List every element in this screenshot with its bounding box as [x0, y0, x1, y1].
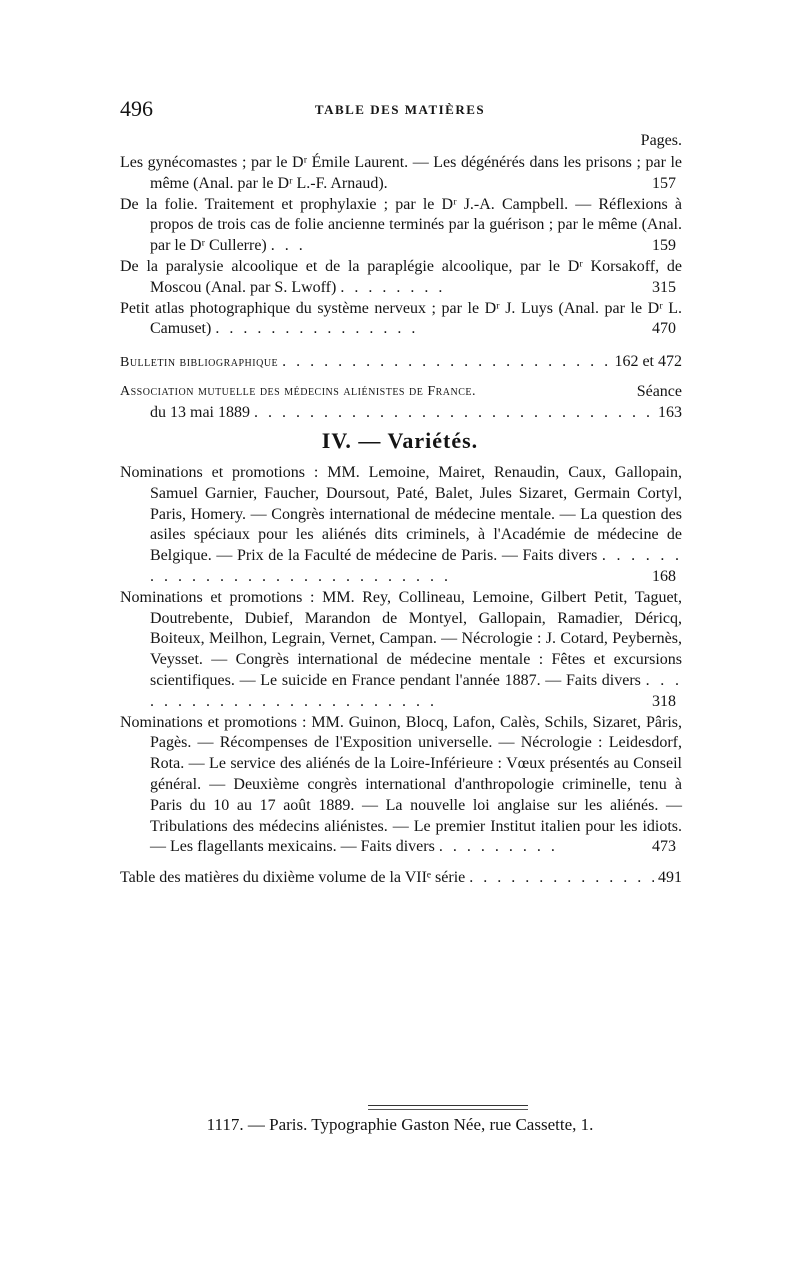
- toc-entry-text: Nominations et promotions : MM. Guinon, Blocq, Lafon, Calès, Schils, Sizaret, Pâris, Pagès. — Récompenses de l'Exposition universelle. — Nécrologie : Leidesdorf, Rota. — Le service des aliénés de la Loire-Inférieure : Vœux présentés au Conseil général. — Deuxième congrès international d'anthropologie criminelle, tenu à Paris du 10 au 17 août 1889. — La nouvelle loi anglaise sur les aliénés. — Tribulations des médecins aliénistes. — Le premier Institut italien pour les idiots. — Les flagellants mexicains. — Faits divers: [120, 713, 682, 856]
- toc-entry: Les gynécomastes ; par le Dʳ Émile Laurent. — Les dégénérés dans les prisons ; par le même (Anal. par le Dʳ L.-F. Arnaud). 157: [120, 154, 682, 192]
- toc-entry: Nominations et promotions : MM. Rey, Collineau, Lemoine, Gilbert Petit, Taguet, Doutrebente, Dubief, Marandon de Montyel, Gallopain, Ramadier, Déricq, Boiteux, Meilhon, Legrain, Vernet, Campan. — Nécrologie : J. Cotard, Peybernès, Veysset. — Congrès international de médecine mentale : Fêtes et excursions scientifiques. — Le suicide en France pendant l'année 1887. — Faits divers . . . . . . . . . . . . . . . . . . . . . . . . 318: [120, 588, 683, 710]
- toc-entry: De la paralysie alcoolique et de la paraplégie alcoolique, par le Dʳ Korsakoff, de Moscou (Anal. par S. Lwoff) . . . . . . . . 315: [120, 257, 682, 296]
- page-header: [120, 96, 680, 126]
- pages-column-label: Pages.: [640, 132, 682, 149]
- toc-entry-association: [120, 382, 682, 424]
- toc-entry-text: De la paralysie alcoolique et de la paraplégie alcoolique, par le Dʳ Korsakoff, de Moscou (Anal. par S. Lwoff): [120, 257, 682, 296]
- page-number: 496: [120, 96, 153, 121]
- toc-entry: De la folie. Traitement et prophylaxie ; par le Dʳ J.-A. Campbell. — Réflexions à propos de trois cas de folie ancienne terminés par la guérison ; par le même (Anal. par le Dʳ Cullerre) . . . 159: [120, 195, 682, 255]
- toc-entry-text-suffix: Séance: [636, 382, 682, 400]
- toc-entry-text-line2: du 13 mai 1889: [150, 403, 250, 421]
- printer-colophon: 1117. — Paris. Typographie Gaston Née, rue Cassette, 1.: [206, 1115, 594, 1134]
- toc-entry-page: 491: [658, 869, 682, 887]
- toc-entry-text: Les gynécomastes ; par le Dʳ Émile Laurent. — Les dégénérés dans les prisons ; par le même (Anal. par le Dʳ L.-F. Arnaud).: [120, 154, 682, 192]
- toc-block-varietes: [120, 463, 682, 889]
- toc-entry: Nominations et promotions : MM. Guinon, Blocq, Lafon, Calès, Schils, Sizaret, Pâris, Pagès. — Récompenses de l'Exposition universelle. — Nécrologie : Leidesdorf, Rota. — Le service des aliénés de la Loire-Inférieure : Vœux présentés au Conseil général. — Deuxième congrès international d'anthropologie criminelle, tenu à Paris du 10 au 17 août 1889. — La nouvelle loi anglaise sur les aliénés. — Tribulations des médecins aliénistes. — Le premier Institut italien pour les idiots. — Les flagellants mexicains. — Faits divers . . . . . . . . . 473: [120, 713, 682, 856]
- toc-entry-text: Nominations et promotions : MM. Rey, Collineau, Lemoine, Gilbert Petit, Taguet, Doutrebente, Dubief, Marandon de Montyel, Gallopain, Ramadier, Déricq, Boiteux, Meilhon, Legrain, Vernet, Campan. — Nécrologie : J. Cotard, Peybernès, Veysset. — Congrès international de médecine mentale : Fêtes et excursions scientifiques. — Le suicide en France pendant l'année 1887. — Faits divers: [120, 588, 682, 689]
- toc-entry-bulletin: [120, 352, 682, 374]
- toc-entry-page: 163: [658, 403, 682, 421]
- divider-rule-thin: [368, 1109, 528, 1110]
- running-title: TABLE DES MATIÈRES: [314, 102, 486, 117]
- toc-entry-text: Nominations et promotions : MM. Lemoine, Mairet, Renaudin, Caux, Gallopain, Samuel Garnier, Faucher, Doursout, Paté, Balet, Jules Sizaret, Germain Cortyl, Paris, Homery. — Congrès international de médecine mentale. — La question des asiles spéciaux pour les aliénés dits criminels, à l'Académie de médecine de Belgique. — Prix de la Faculté de médecine de Paris. — Faits divers: [120, 464, 682, 565]
- toc-entry: Petit atlas photographique du système nerveux ; par le Dʳ J. Luys (Anal. par le Dʳ L. Camuset) . . . . . . . . . . . . . . . 470: [120, 299, 682, 338]
- toc-entry-text: De la folie. Traitement et prophylaxie ; par le Dʳ J.-A. Campbell. — Réflexions à propos de trois cas de folie ancienne terminés par la guérison ; par le même (Anal. par le Dʳ Cullerre): [120, 195, 682, 255]
- toc-entry: Nominations et promotions : MM. Lemoine, Mairet, Renaudin, Caux, Gallopain, Samuel Garnier, Faucher, Doursout, Paté, Balet, Jules Sizaret, Germain Cortyl, Paris, Homery. — Congrès international de médecine mentale. — La question des asiles spéciaux pour les aliénés dits criminels, à l'Académie de médecine de Belgique. — Prix de la Faculté de médecine de Paris. — Faits divers . . . . . . . . . . . . . . . . . . . . . . . . . . . . 168: [120, 464, 683, 585]
- toc-entry-page: 162 et 472: [614, 353, 682, 371]
- toc-entry-text: Association mutuelle des médecins aliénistes de France.: [120, 383, 476, 399]
- toc-entry-text: Table des matières du dixième volume de la VIIᵉ série: [120, 869, 466, 887]
- toc-entry-table: [120, 868, 682, 889]
- section-heading: IV. — Variétés.: [321, 428, 479, 453]
- toc-block-analyses: [120, 153, 682, 424]
- divider-rule: [368, 1105, 528, 1106]
- toc-entry-text: Petit atlas photographique du système nerveux ; par le Dʳ J. Luys (Anal. par le Dʳ L. Camuset): [120, 299, 682, 338]
- toc-entry-text: Bulletin bibliographique: [120, 355, 279, 371]
